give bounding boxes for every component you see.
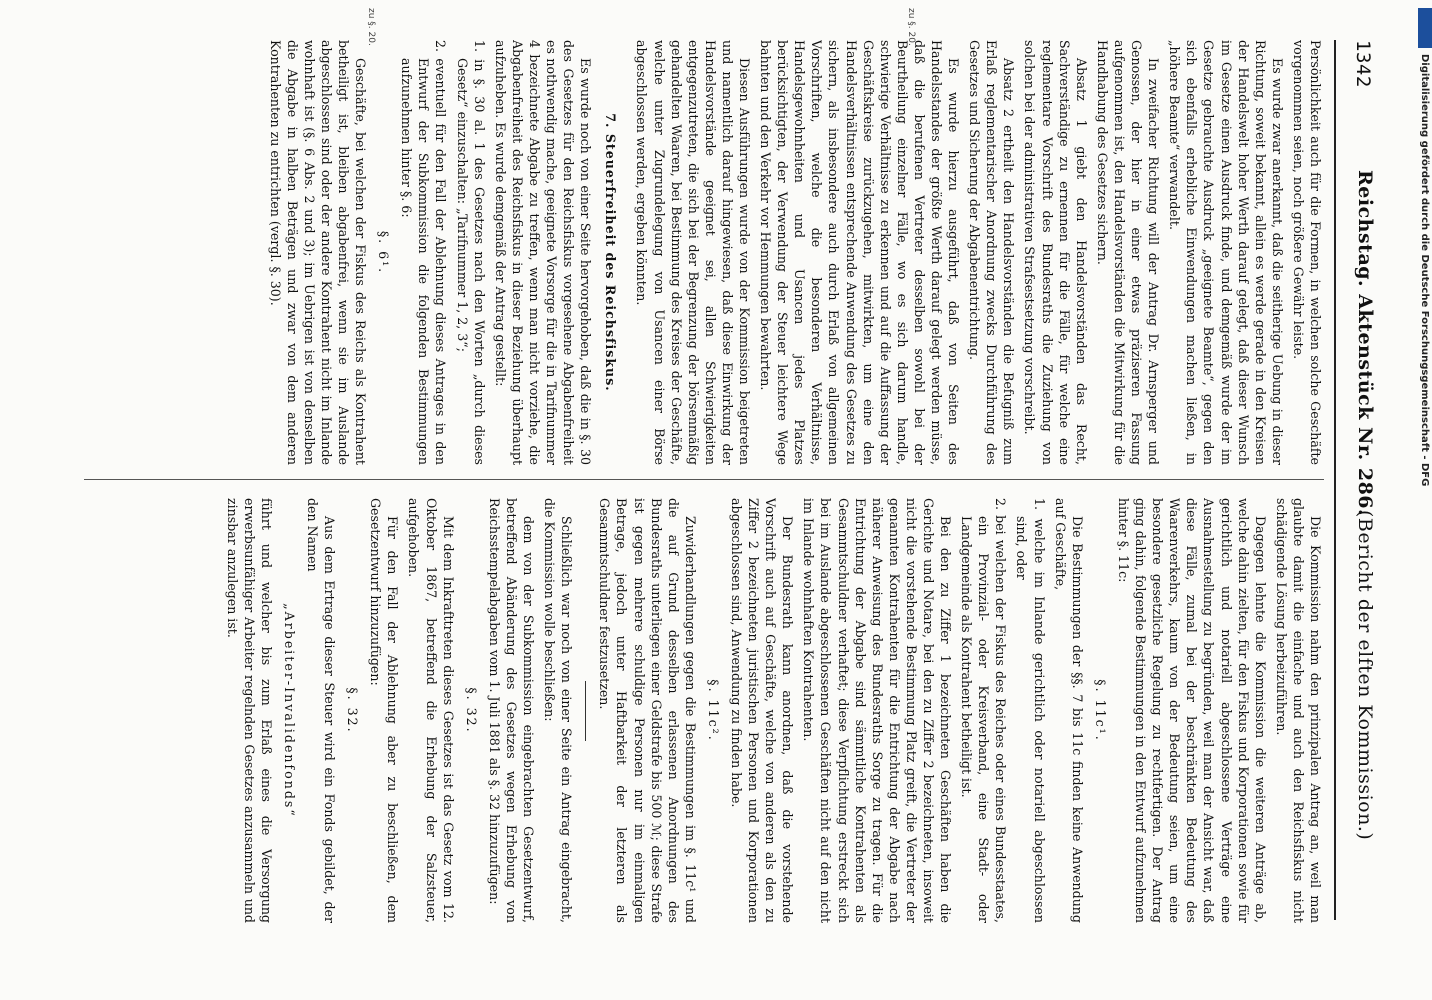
right-paragraph: Aus dem Ertrage dieser Steuer wird ein Fonds gebildet, der den Namen [305,498,338,923]
dfg-logo-icon [1418,8,1432,48]
margin-note: zu §. 20. [366,8,376,46]
right-paragraph: Für den Fall der Ablehnung aber zu beschließen, dem Gesetzentwurf hinzuzufügen: [368,498,401,923]
right-paragraph: Der Bundesrath kann anordnen, daß die vorstehende Vorschrift auch auf Geschäfte, welche von anderen als den zu Ziffer 2 bezeichneten juristischen Personen und Korporationen abgeschlossen sind, Anwendung zu finden habe. [729,498,796,923]
list-item: 2. bei welchen der Fiskus des Reiches oder eines Bundesstaates, ein Provinzial- oder Kreisverband, eine Stadt- oder Landgemeinde als Kontrahent betheiligt ist. [959,498,1009,923]
paragraph-label: §. 11c¹. [1092,679,1108,742]
paragraph-label: §. 6¹. [376,230,392,275]
section-7-heading: 7. Steuerfreiheit des Reichsfiskus. [603,113,619,392]
motion-item: 2. eventuell für den Fall der Ablehnung dieses Antrages in den Entwurf der Subkommission die folgenden Bestimmungen aufzunehmen hinter §. 6: [399,40,449,465]
right-paragraph: Dagegen lehnte die Kommission die weiteren Anträge ab, welche dahin zielten, für den Fiskus und Korporationen sowie für gerichtlich und notariell abgeschlossene Verträge eine Ausnahmestellung zu begründen, weil man der Ansicht war, daß diese Fälle, zumal bei der beschränkten Bedeutung des Waarenverkehrs, kaum von der Bedeutung seien, um eine besondere gesetzliche Regelung zu rechtfertigen. Der Antrag ging dahin, folgende Bestimmungen in den Entwurf aufzunehmen hinter §. 11c: [1115,498,1268,923]
left-paragraph: Es wurde hierzu ausgeführt, daß von Seiten des Handelsstandes der größte Werth darauf gelegt werden müsse, daß die berufenen Vertreter desselben sowohl bei der Beurtheilung einzelner Fälle, wo es sich darum handle, schwierige Verhältnisse zu erkennen und auf die Auffassung der Geschäftskreise zurückzugehen, mitwirkten, um eine den Handelsverhältnissen entsprechende Anwendung des Gesetzes zu sichern, als insbesondere auch durch Erlaß von allgemeinen Vorschriften, welche die besonderen Verhältnisse, Handelsgewohnheiten und Usancen jedes Platzes berücksichtigten, der Verwendung der Steuer leichtere Wege bahnten und den Verkehr vor Hemmungen bewahrten. [758,40,962,465]
page-title: Reichstag. Aktenstück Nr. 286. [1354,170,1376,517]
list-item: 1. welche im Inlande gerichtlich oder notariell abgeschlossen sind, oder [1014,498,1047,923]
section-7-paragraph: Es wurde noch von einer Seite hervorgehoben, daß die in §. 30 des Gesetzes für den Reichsfiskus vorgesehene Abgabenfreiheit es nothwendig mache, geeignete Vorsorge für die in Tarifnummer 4 bezeichnete Abgabe zu treffen, wenn man nicht vorziehe, die Abgabenfreiheit des Reichsfiskus in dieser Beziehung überhaupt aufzuheben. Es wurde demgemäß der Antrag gestellt: [492,40,594,465]
right-paragraph: dem von der Subkommission eingebrachten Gesetzentwurf, betreffend Abänderung des Gesetzes wegen Erhebung von Reichsstempelabgaben vom 1. Juli 1881 als §. 32 hinzuzufügen: [486,498,537,923]
credit-text: Digitalisierung gefördert durch die Deutsche Forschungsgemeinschaft - DFG [1419,54,1430,487]
header-rule [1334,40,1336,920]
motion-item: 1. in §. 30 al. 1 des Gesetzes nach den Worten „durch dieses Gesetz“ einzuschalten: „Tarifnummer 1, 2, 3“; [454,40,487,465]
margin-note: zu §. 20. [906,8,916,46]
page-header [1336,40,1388,940]
fund-name: „Arbeiter-Invalidenfonds“ [281,603,297,818]
rotated-document-page [26,0,1416,960]
left-column [74,40,1324,465]
left-paragraph: Absatz 2 ertheilt den Handelsvorständen die Befugniß zum Erlaß reglementarischer Anordnung zwecks Durchführung des Gesetzes und Sicherung der Abgabenentrichtung. [967,40,1017,465]
left-paragraph: In zweifacher Richtung will der Antrag Dr. Arnsperger und Genossen, der hier in einer etwas präziseren Fassung aufgenommen ist, den Handelsvorständen die Mitwirkung für die Handhabung des Gesetzes sichern. [1094,40,1162,465]
left-paragraph: Absatz 1 giebt den Handelsvorständen das Recht, Sachverständige zu ernennen für die Fälle, für welche eine reglementare Vorschrift des Bundesraths die Zuziehung von solchen bei der administrativen Strafsestsetzung vorschreibt. [1022,40,1089,465]
right-paragraph: Bei den zu Ziffer 1 bezeichneten Geschäften haben die Gerichte und Notare, bei den zu Ziffer 2 bezeichneten, insoweit nicht die vorstehende Bestimmung Platz greift, die Vertreter der genannten Kontrahenten für die Entrichtung der Abgabe nach näherer Anweisung des Bundesraths Sorge zu tragen. Für die Entrichtung der Abgabe sind sämmtliche Kontrahenten als Gesammtschuldner verhaftet; diese Verpflichtung erstreckt sich bei im Auslande abgeschlossenen Geschäften nicht auf den nicht im Inlande wohnhaften Kontrahenten. [801,498,954,923]
left-final-paragraph: Geschäfte, bei welchen der Fiskus des Reichs als Kontrahent betheiligt ist, bleiben abgabenfrei, wenn sie im Auslande abgeschlossen sind oder der andere Kontrahent nicht im Inlande wohnhaft ist (§. 6 Abs. 2 und 3); im Uebrigen ist von denselben die Abgabe in halben Beträgen und zwar von dem anderen Kontrahenten zu entrichten (vergl. §. 30). [267,40,369,465]
right-paragraph: Die Kommission nahm den prinzipalen Antrag an, weil man glaubte damit die einfache und auch den Reichsfiskus nicht schädigende Lösung herbeizuführen. [1273,498,1323,923]
page-number: 1342 [1352,40,1374,88]
paragraph-label: §. 32. [463,687,479,734]
left-paragraph: Es wurde zwar anerkannt, daß die seitherige Uebung in dieser Richtung, soweit bekannt, allein es werde gerade in den Kreisen der Handelswelt hoher Werth darauf gelegt, daß dieser Wunsch im Gesetze einen Ausdruck finde, und demgemäß wurde der im Gesetze gebrauchte Ausdruck „geeignete Beamte“, gegen den sich ebenfalls erhebliche Einwendungen machen ließen, in „höhere Beamte“ verwandelt. [1167,40,1285,465]
left-paragraph: Diesen Ausführungen wurde von der Kommission beigetreten und namentlich darauf hingewiesen, daß diese Einwirkung der Handelsvorstände geeignet sei, allen Schwierigkeiten entgegenzutreten, die sich bei der Begrenzung der börsenmäßig gehandelten Waaren, bei Bestimmung des Kreises der Geschäfte, welche unter Zugrundelegung von Usancen einer Börse abgeschlossen werden, ergeben könnten. [634,40,752,465]
right-column [74,498,1324,923]
right-paragraph: führt und welcher bis zum Erlaß eines die Versorgung erwerbsunfähiger Arbeiter regelnden Gesetzes anzusammeln und zinsbar anzulegen ist. [224,498,274,923]
paragraph-label: §. 11c². [705,679,721,742]
paragraph-label: §. 32. [345,687,361,734]
column-divider [84,479,1324,480]
right-paragraph: Zuwiderhandlungen gegen die Bestimmungen im §. 11c¹ und die auf Grund desselben erlassenen Anordnungen des Bundesraths unterliegen einer Geldstrafe bis 500 ℳ; diese Strafe ist gegen mehrere schuldige Personen nur im einmaligen Betrage, jedoch unter Haftbarkeit der letzteren als Gesammtschuldner festzusetzen. [597,498,698,923]
right-paragraph: Mit dem Inkrafttreten dieses Gesetzes ist das Gesetz vom 12. Oktober 1867, betreffend die Erhebung der Salzsteuer, aufgehoben. [406,498,456,923]
page-subtitle: (Bericht der elften Kommission.) [1354,510,1376,841]
left-paragraph: Persönlichkeit auch für die Formen, in welchen solche Geschäfte vorgenommen seien, noch größere Gewähr leiste. [1290,40,1323,465]
section-separator [585,681,586,741]
right-paragraph: Schließlich war noch von einer Seite ein Antrag eingebracht, die Kommission wolle beschließen: [542,498,575,923]
digitization-credit [1418,8,1432,992]
right-paragraph: Die Bestimmungen der §§. 7 bis 11c finden keine Anwendung auf Geschäfte, [1052,498,1085,923]
